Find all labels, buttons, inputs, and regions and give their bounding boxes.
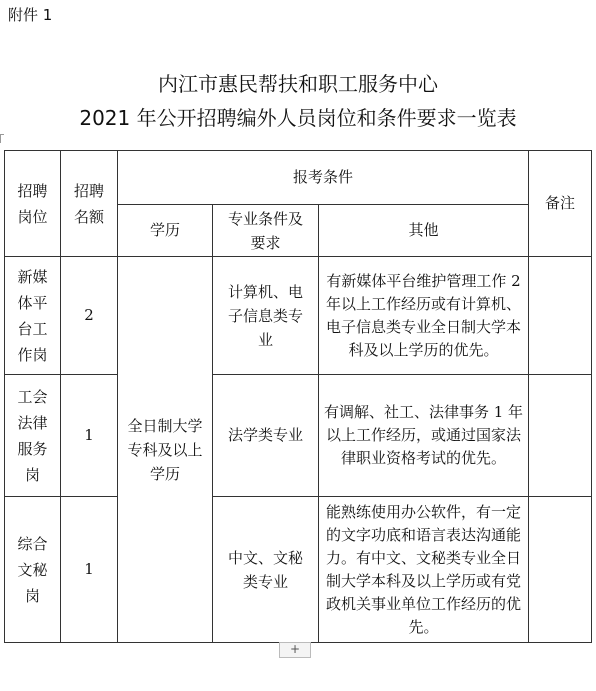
education-cell	[118, 257, 213, 643]
row-3-remarks	[529, 497, 592, 643]
row-1-position-cell	[5, 257, 61, 375]
row-2-position-cell	[5, 375, 61, 497]
row-3-position: 综合文秘岗	[17, 534, 48, 605]
table-row	[5, 257, 592, 375]
header-remarks: 备注	[529, 151, 592, 257]
page-title-line-2: 2021 年公开招聘编外人员岗位和条件要求一览表	[79, 106, 517, 130]
table-row	[5, 497, 592, 643]
row-1-major-cell	[213, 257, 319, 375]
add-row-button[interactable]: +	[279, 642, 311, 658]
table-header-row	[5, 151, 592, 205]
row-1-quota: 2	[61, 257, 118, 375]
row-3-position-cell	[5, 497, 61, 643]
attachment-label: 附件 1	[8, 6, 53, 24]
row-3-major-cell	[213, 497, 319, 643]
row-2-other: 有调解、社工、法律事务 1 年以上工作经历，或通过国家法律职业资格考试的优先。	[319, 375, 529, 497]
row-1-major: 计算机、电子信息类专业	[227, 282, 303, 349]
row-2-major: 法学类专业	[213, 375, 319, 497]
table-row	[5, 375, 592, 497]
row-1-remarks	[529, 257, 592, 375]
header-major-cell	[213, 205, 319, 257]
header-major: 专业条件及要求	[228, 209, 304, 252]
header-conditions: 报考条件	[118, 151, 529, 205]
header-other: 其他	[319, 205, 529, 257]
row-1-position: 新媒体平台工作岗	[17, 267, 48, 364]
row-3-quota: 1	[61, 497, 118, 643]
row-1-other: 有新媒体平台维护管理工作 2 年以上工作经历或有计算机、电子信息类专业全日制大学本科及以上学历的优先。	[319, 257, 529, 375]
row-3-other: 能熟练使用办公软件，有一定的文字功底和语言表达沟通能力。有中文、文秘类专业全日制大学本科及以上学历或有党政机关事业单位工作经历的优先。	[319, 497, 529, 643]
education-shared: 全日制大学专科及以上学历	[127, 416, 203, 483]
header-position: 招聘岗位	[17, 181, 48, 226]
row-2-quota: 1	[61, 375, 118, 497]
recruitment-table	[4, 150, 592, 643]
header-education: 学历	[118, 205, 213, 257]
header-quota-cell	[61, 151, 118, 257]
header-position-cell	[5, 151, 61, 257]
page-title-line-1: 内江市惠民帮扶和职工服务中心	[158, 72, 438, 96]
row-2-remarks	[529, 375, 592, 497]
header-quota: 招聘名额	[73, 181, 104, 226]
row-2-position: 工会法律服务岗	[17, 387, 48, 484]
table-resize-handle[interactable]	[0, 134, 4, 143]
row-3-major: 中文、文秘类专业	[227, 548, 303, 591]
